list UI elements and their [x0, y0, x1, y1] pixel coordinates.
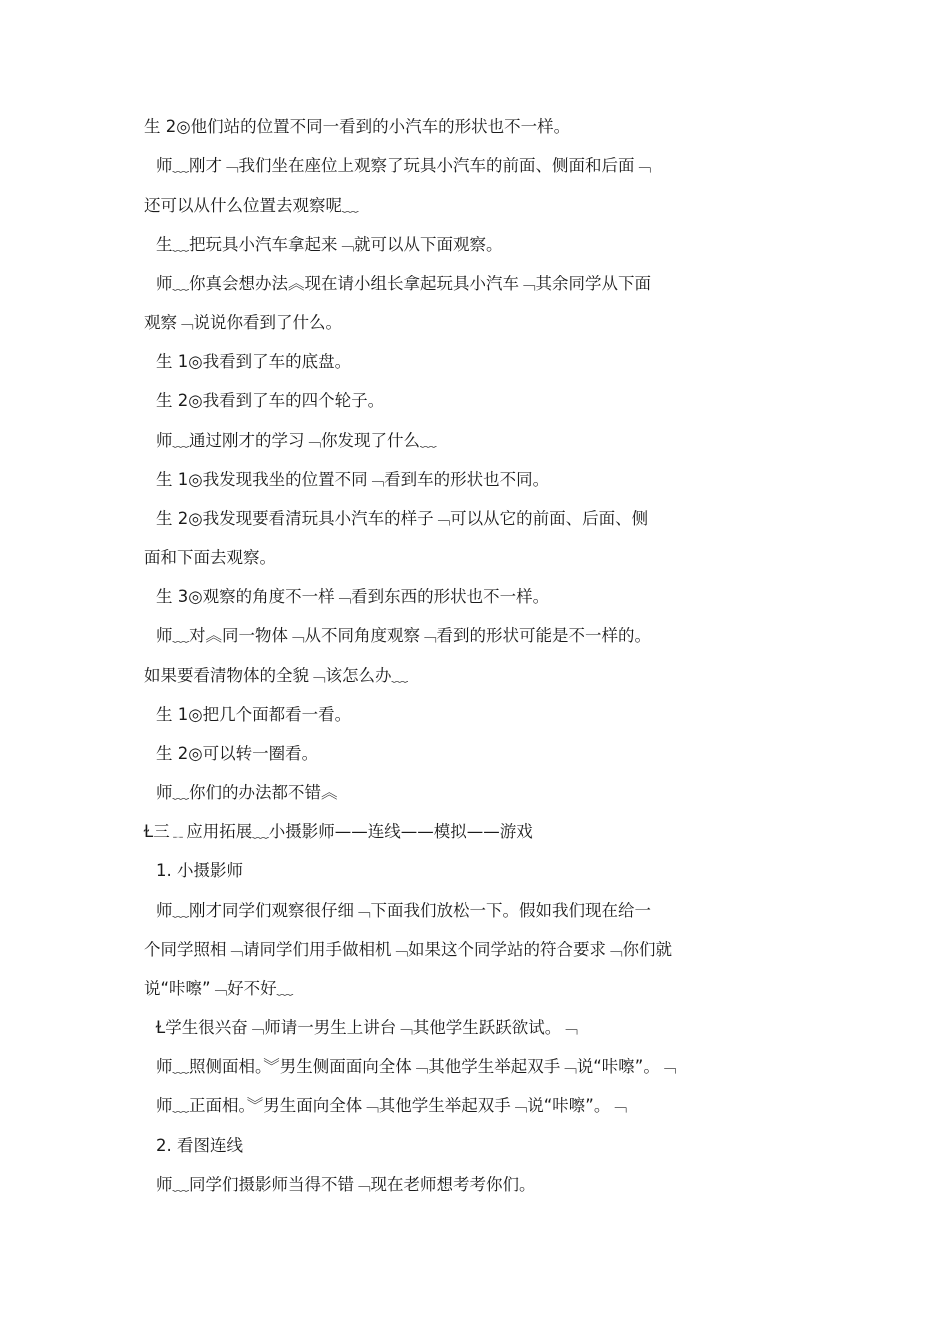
text-line: 生 2◎我发现要看清玩具小汽车的样子﹁可以从它的前面、后面、侧: [156, 509, 649, 528]
text-line: 生 1◎把几个面都看一看。: [156, 705, 352, 724]
text-line: 师﹏通过刚才的学习﹁你发现了什么﹏: [156, 431, 437, 450]
text-line: 个同学照相﹁请同学们用手做相机﹁如果这个同学站的符合要求﹁你们就: [144, 940, 672, 959]
text-line: 师﹏刚才同学们观察很仔细﹁下面我们放松一下。假如我们现在给一: [156, 901, 651, 920]
text-line: 说“咔嚓”﹁好不好﹏: [144, 979, 294, 998]
text-line: 师﹏对︽同一物体﹁从不同角度观察﹁看到的形状可能是不一样的。: [156, 626, 651, 645]
text-line: 生﹏把玩具小汽车拿起来﹁就可以从下面观察。: [156, 235, 503, 254]
text-line: 师﹏你真会想办法︽现在请小组长拿起玩具小汽车﹁其余同学从下面: [156, 274, 651, 293]
subsection-heading: 2. 看图连线: [156, 1136, 243, 1155]
text-line: 生 2◎可以转一圈看。: [156, 744, 319, 763]
text-line: 观察﹁说说你看到了什么。: [144, 313, 342, 332]
text-line: 生 1◎我发现我坐的位置不同﹁看到车的形状也不同。: [156, 470, 550, 489]
text-line: 还可以从什么位置去观察呢﹏: [144, 196, 359, 215]
text-line: 生 2◎他们站的位置不同一看到的小汽车的形状也不一样。: [144, 117, 571, 136]
text-line: 师﹏你们的办法都不错︽: [156, 783, 338, 802]
section-heading: Ɫ三﹎应用拓展﹏小摄影师——连线——模拟——游戏: [144, 822, 533, 841]
text-line: Ɫ学生很兴奋﹁师请一男生上讲台﹁其他学生跃跃欲试。﹁: [156, 1018, 578, 1037]
text-line: 师﹏正面相。︾男生面向全体﹁其他学生举起双手﹁说“咔嚓”。﹁: [156, 1096, 627, 1115]
text-line: 师﹏照侧面相。︾男生侧面面向全体﹁其他学生举起双手﹁说“咔嚓”。﹁: [156, 1057, 677, 1076]
text-line: 生 2◎我看到了车的四个轮子。: [156, 391, 385, 410]
text-line: 师﹏刚才﹁我们坐在座位上观察了玩具小汽车的前面、侧面和后面﹁: [156, 156, 651, 175]
text-line: 面和下面去观察。: [144, 548, 276, 567]
text-line: 生 3◎观察的角度不一样﹁看到东西的形状也不一样。: [156, 587, 550, 606]
text-line: 如果要看清物体的全貌﹁该怎么办﹏: [144, 666, 408, 685]
text-line: 师﹏同学们摄影师当得不错﹁现在老师想考考你们。: [156, 1175, 536, 1194]
subsection-heading: 1. 小摄影师: [156, 861, 243, 880]
text-line: 生 1◎我看到了车的底盘。: [156, 352, 352, 371]
